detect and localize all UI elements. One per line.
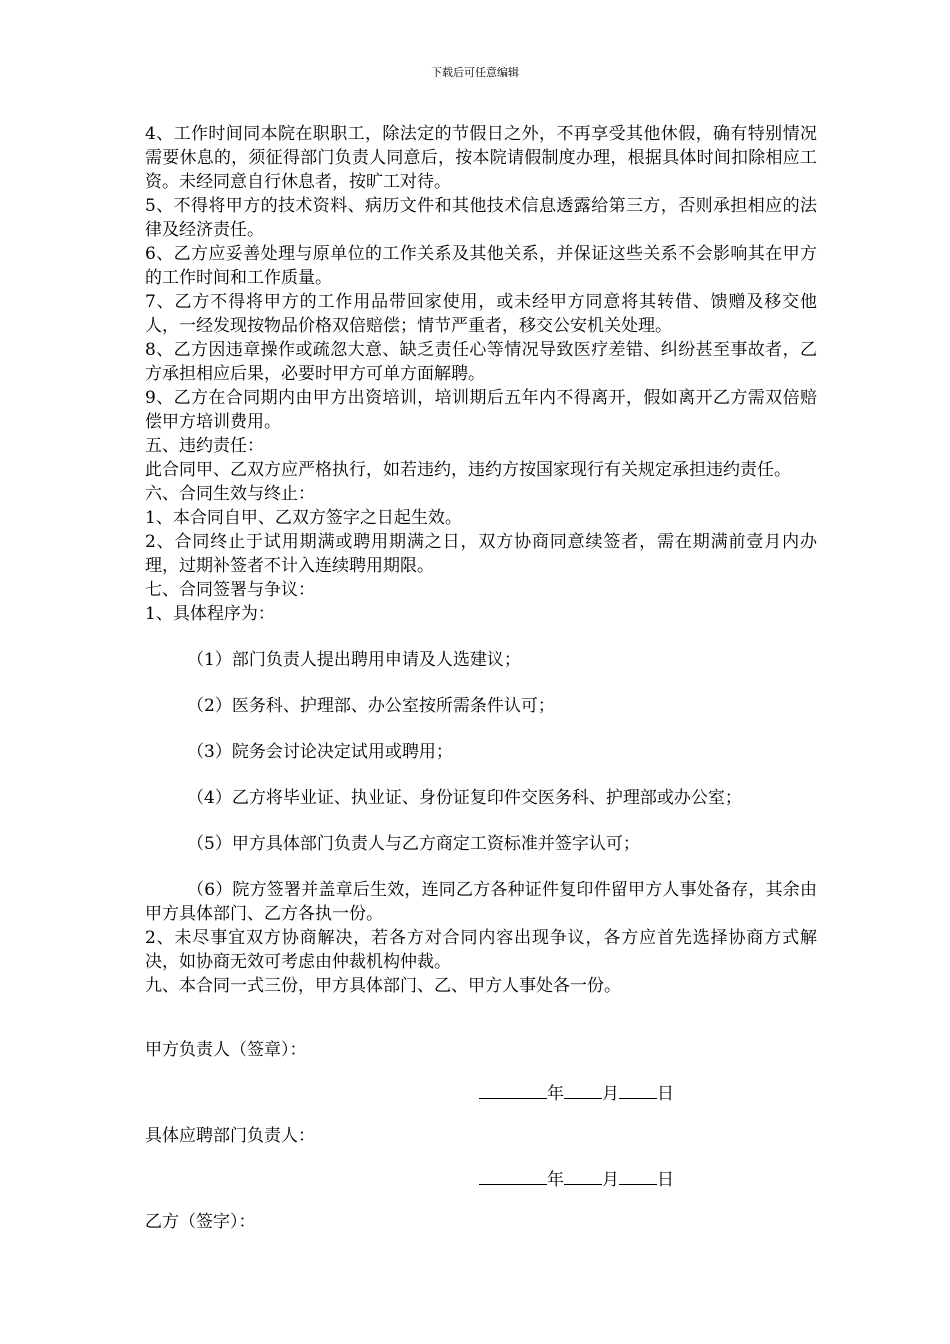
party-a-signature-label: 甲方负责人（签章）： — [145, 1040, 307, 1060]
procedure-step-4: （4）乙方将毕业证、执业证、身份证复印件交医务科、护理部或办公室； — [187, 788, 742, 808]
section-5-title: 五、违约责任： — [145, 436, 264, 456]
clause-6: 6、乙方应妥善处理与原单位的工作关系及其他关系，并保证这些关系不会影响其在甲方的工作时间和工作质量。 — [145, 244, 817, 288]
procedure-step-2: （2）医务科、护理部、办公室按所需条件认可； — [187, 696, 555, 716]
month-label: 月 — [602, 1084, 619, 1104]
section-7-item-1: 1、具体程序为： — [145, 604, 275, 624]
procedure-step-6: （6）院方签署并盖章后生效，连同乙方各种证件复印件留甲方人事处备存，其余由甲方具体部门、乙方各执一份。 — [145, 880, 817, 924]
month-blank — [564, 1080, 602, 1099]
year-label: 年 — [547, 1170, 564, 1190]
year-blank — [479, 1166, 547, 1185]
section-5-text: 此合同甲、乙双方应严格执行，如若违约，违约方按国家现行有关规定承担违约责任。 — [145, 460, 791, 480]
contract-body — [145, 122, 817, 1234]
month-blank — [564, 1166, 602, 1185]
department-signature-label: 具体应聘部门负责人： — [145, 1126, 315, 1146]
clause-7: 7、乙方不得将甲方的工作用品带回家使用，或未经甲方同意将其转借、馈赠及移交他人，一经发现按物品价格双倍赔偿；情节严重者，移交公安机关处理。 — [145, 292, 817, 336]
clause-9: 9、乙方在合同期内由甲方出资培训，培训期后五年内不得离开，假如离开乙方需双倍赔偿甲方培训费用。 — [145, 388, 817, 432]
department-date-line — [479, 1166, 817, 1192]
procedure-step-1: （1）部门负责人提出聘用申请及人选建议； — [187, 650, 521, 670]
section-6-item-1: 1、本合同自甲、乙双方签字之日起生效。 — [145, 508, 462, 528]
day-label: 日 — [657, 1084, 674, 1104]
section-6-item-2: 2、合同终止于试用期满或聘用期满之日，双方协商同意续签者，需在期满前壹月内办理，过期补签者不计入连续聘用期限。 — [145, 532, 817, 576]
party-b-signature-label: 乙方（签字）： — [145, 1212, 256, 1232]
procedure-step-3: （3）院务会讨论决定试用或聘用； — [187, 742, 453, 762]
section-7-title: 七、合同签署与争议： — [145, 580, 315, 600]
day-blank — [619, 1166, 657, 1185]
year-blank — [479, 1080, 547, 1099]
clause-5: 5、不得将甲方的技术资料、病历文件和其他技术信息透露给第三方，否则承担相应的法律及经济责任。 — [145, 196, 817, 240]
clause-4: 4、工作时间同本院在职职工，除法定的节假日之外，不再享受其他休假，确有特别情况需要休息的，须征得部门负责人同意后，按本院请假制度办理，根据具体时间扣除相应工资。未经同意自行休息者，按旷工对待。 — [145, 124, 817, 192]
month-label: 月 — [602, 1170, 619, 1190]
clause-8: 8、乙方因违章操作或疏忽大意、缺乏责任心等情况导致医疗差错、纠纷甚至事故者，乙方承担相应后果，必要时甲方可单方面解聘。 — [145, 340, 817, 384]
party-a-date-line — [479, 1080, 817, 1106]
section-6-title: 六、合同生效与终止： — [145, 484, 315, 504]
signature-block — [145, 1038, 817, 1234]
day-blank — [619, 1080, 657, 1099]
procedure-step-5: （5）甲方具体部门负责人与乙方商定工资标准并签字认可； — [187, 834, 640, 854]
section-9-text: 九、本合同一式三份，甲方具体部门、乙、甲方人事处各一份。 — [145, 976, 621, 996]
section-7-item-2: 2、未尽事宜双方协商解决，若各方对合同内容出现争议，各方应首先选择协商方式解决，如协商无效可考虑由仲裁机构仲裁。 — [145, 928, 817, 972]
day-label: 日 — [657, 1170, 674, 1190]
header-note: 下载后可任意编辑 — [431, 66, 519, 79]
year-label: 年 — [547, 1084, 564, 1104]
